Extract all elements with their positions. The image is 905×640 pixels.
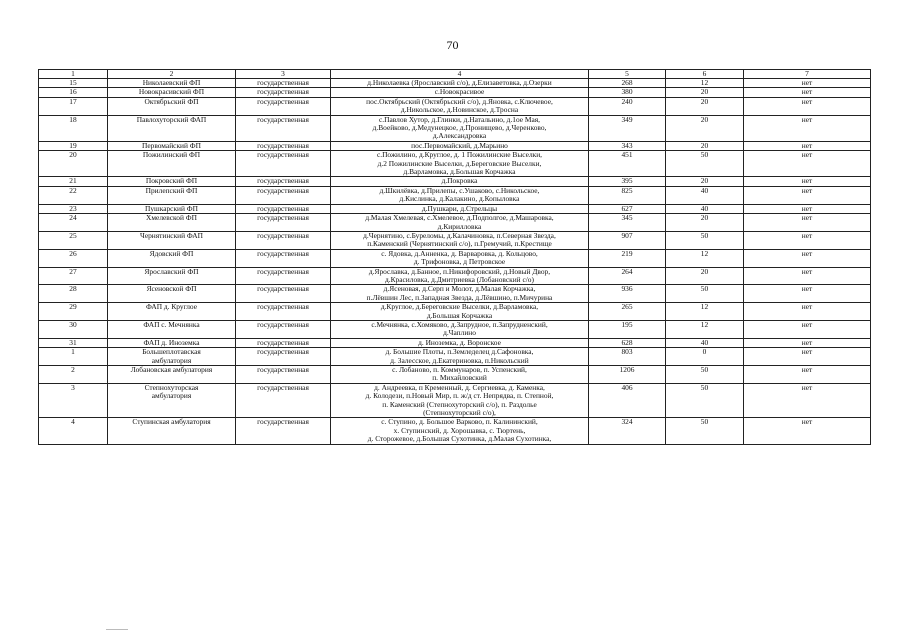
extra-flag: нет xyxy=(744,115,871,141)
distance-value: 20 xyxy=(666,214,744,232)
table-row xyxy=(39,204,871,213)
served-settlements xyxy=(331,338,589,347)
ownership-type: государственная xyxy=(236,348,331,366)
facility-name: ФАП д. Круглое xyxy=(108,303,236,321)
served-settlements xyxy=(331,231,589,249)
extra-flag: нет xyxy=(744,177,871,186)
ownership-type: государственная xyxy=(236,204,331,213)
row-number: 2 xyxy=(39,366,108,384)
settlements-line: с.Павлов Хутор, д.Глинки, д.Натальино, д.1ое Мая, xyxy=(379,115,540,124)
settlements-line: с. Лобаново, п. Коммунаров, п. Успенский, xyxy=(392,365,527,374)
row-number: 25 xyxy=(39,231,108,249)
ownership-type: государственная xyxy=(236,267,331,285)
extra-flag: нет xyxy=(744,320,871,338)
extra-flag: нет xyxy=(744,249,871,267)
population-value: 907 xyxy=(589,231,666,249)
extra-flag: нет xyxy=(744,231,871,249)
facility-name: Хмелевской ФП xyxy=(108,214,236,232)
settlements-line: д.Ясеновая, д.Серп и Молот, д.Малая Корчажка, xyxy=(383,284,536,294)
distance-value: 50 xyxy=(666,383,744,418)
settlements-line: п. Каменский (Степнохуторский с/о), п. Раздолье xyxy=(382,399,537,409)
served-settlements xyxy=(331,177,589,186)
settlements-line: пос.Первомайский, д.Марьино xyxy=(411,141,508,150)
settlements-line: д.Кирилловка xyxy=(437,221,482,231)
row-number: 31 xyxy=(39,338,108,347)
distance-value: 20 xyxy=(666,115,744,141)
distance-value: 50 xyxy=(666,366,744,384)
distance-value: 0 xyxy=(666,348,744,366)
settlements-line: д.Никольское, д.Новинское, д.Тросна xyxy=(400,105,519,115)
ownership-type: государственная xyxy=(236,303,331,321)
ownership-type: государственная xyxy=(236,285,331,303)
row-number: 15 xyxy=(39,79,108,88)
table-row xyxy=(39,186,871,204)
settlements-line: д.Большая Корчажка xyxy=(426,310,493,320)
row-number: 27 xyxy=(39,267,108,285)
row-number: 21 xyxy=(39,177,108,186)
column-number: 1 xyxy=(39,70,108,79)
extra-flag: нет xyxy=(744,267,871,285)
settlements-line: д. Большие Плоты, п.Земледелец д.Сафоновка, xyxy=(385,347,534,357)
population-value: 380 xyxy=(589,88,666,97)
table-row xyxy=(39,338,871,347)
facility-name: ФАП с. Мечнянка xyxy=(108,320,236,338)
distance-value: 12 xyxy=(666,320,744,338)
settlements-line: д.Чаплино xyxy=(443,328,476,338)
settlements-line: д. Сторожевое, д.Большая Сухотинка, д.Малая Сухотинка, xyxy=(367,434,552,444)
served-settlements xyxy=(331,267,589,285)
facility-name: Ступинская амбулатория xyxy=(108,418,236,444)
settlements-line: д.Красиловка, д.Дмитриевка (Лобановский с/о) xyxy=(385,274,534,284)
settlements-line: с.Пожилино, д.Круглое, д. 1 Пожилинские Выселки, xyxy=(376,150,543,160)
settlements-line: д. Иноземка, д. Воронское xyxy=(418,338,501,347)
served-settlements xyxy=(331,418,589,444)
settlements-line: с.Мечнянка, с.Хомяково, д.Запрудное, п.Запрудненский, xyxy=(371,320,548,329)
settlements-line: д.Пушкари, д.Стрельцы xyxy=(421,204,498,213)
extra-flag: нет xyxy=(744,141,871,150)
settlements-line: с. Ступино, д. Большое Варково, п. Калининский, xyxy=(381,417,538,427)
extra-flag: нет xyxy=(744,285,871,303)
column-number: 2 xyxy=(108,70,236,79)
served-settlements xyxy=(331,151,589,177)
facility-name: Октябрьский ФП xyxy=(108,97,236,115)
ownership-type: государственная xyxy=(236,79,331,88)
distance-value: 50 xyxy=(666,151,744,177)
population-value: 1206 xyxy=(589,366,666,384)
row-number: 17 xyxy=(39,97,108,115)
settlements-line: п. Михайловский xyxy=(432,373,487,383)
population-value: 825 xyxy=(589,186,666,204)
facility-name: Первомайский ФП xyxy=(108,141,236,150)
ownership-type: государственная xyxy=(236,177,331,186)
distance-value: 40 xyxy=(666,186,744,204)
ownership-type: государственная xyxy=(236,97,331,115)
row-number: 18 xyxy=(39,115,108,141)
settlements-line: пос.Октябрьский (Октябрьский с/о), д.Яновка, с.Ключевое, xyxy=(366,97,553,106)
extra-flag: нет xyxy=(744,88,871,97)
settlements-line: (Степнохуторский с/о), xyxy=(423,408,496,418)
column-number-row xyxy=(39,70,871,79)
population-value: 345 xyxy=(589,214,666,232)
settlements-line: п.Лёвшин Лес, п.Западная Звезда, д.Лёвшино, п.Мичурина xyxy=(366,292,553,302)
extra-flag: нет xyxy=(744,97,871,115)
population-value: 451 xyxy=(589,151,666,177)
page-number: 70 xyxy=(446,38,459,52)
facility-name: Пушкарский ФП xyxy=(108,204,236,213)
distance-value: 50 xyxy=(666,418,744,444)
ownership-type: государственная xyxy=(236,214,331,232)
settlements-line: д.Шкилёвка, д.Прилепы, с.Ушаково, с.Никольское, xyxy=(379,186,540,195)
served-settlements xyxy=(331,348,589,366)
row-number: 30 xyxy=(39,320,108,338)
settlements-line: д.Круглое, д.Береговские Выселки, д.Варламовка, xyxy=(380,302,539,312)
settlements-line: х. Ступинский, д. Хорошавка, с. Тюртень, xyxy=(393,425,526,435)
extra-flag: нет xyxy=(744,186,871,204)
table-row xyxy=(39,214,871,232)
facility-name: Ядовский ФП xyxy=(108,249,236,267)
row-number: 19 xyxy=(39,141,108,150)
table-row xyxy=(39,418,871,444)
ownership-type: государственная xyxy=(236,115,331,141)
table-row xyxy=(39,141,871,150)
row-number: 26 xyxy=(39,249,108,267)
facility-name: Ярославский ФП xyxy=(108,267,236,285)
ownership-type: государственная xyxy=(236,88,331,97)
settlements-line: д.Чернятино, с.Буреломы, д.Калачиновка, п.Северная Звезда, xyxy=(363,231,556,240)
extra-flag: нет xyxy=(744,204,871,213)
distance-value: 12 xyxy=(666,303,744,321)
row-number: 23 xyxy=(39,204,108,213)
settlements-line: д.Кислинка, д.Калакино, д.Копыловка xyxy=(399,194,520,204)
table-row xyxy=(39,231,871,249)
ownership-type: государственная xyxy=(236,383,331,418)
settlements-line: д.Воейково, д.Медунецкое, д.Пронищево, д.Черенково, xyxy=(372,123,547,133)
ownership-type: государственная xyxy=(236,141,331,150)
population-value: 406 xyxy=(589,383,666,418)
distance-value: 50 xyxy=(666,285,744,303)
ownership-type: государственная xyxy=(236,418,331,444)
served-settlements xyxy=(331,115,589,141)
facilities-table xyxy=(38,69,871,445)
facility-name: Новокрасивский ФП xyxy=(108,88,236,97)
table-row xyxy=(39,151,871,177)
settlements-line: с. Ядовка, д.Анненка, д. Варваровка, д. Кольцово, xyxy=(381,249,538,258)
facility-name: Павлохуторский ФАП xyxy=(108,115,236,141)
served-settlements xyxy=(331,186,589,204)
distance-value: 20 xyxy=(666,141,744,150)
table-row xyxy=(39,88,871,97)
population-value: 395 xyxy=(589,177,666,186)
table-row xyxy=(39,79,871,88)
row-number: 16 xyxy=(39,88,108,97)
table-row xyxy=(39,320,871,338)
row-number: 29 xyxy=(39,303,108,321)
extra-flag: нет xyxy=(744,366,871,384)
facility-name: Чернятинский ФАП xyxy=(108,231,236,249)
facility-name-line: Большеплотавская xyxy=(142,347,201,357)
population-value: 240 xyxy=(589,97,666,115)
extra-flag: нет xyxy=(744,303,871,321)
served-settlements xyxy=(331,204,589,213)
scan-artifact xyxy=(106,629,128,630)
row-number: 24 xyxy=(39,214,108,232)
facility-name: ФАП д. Иноземка xyxy=(108,338,236,347)
population-value: 268 xyxy=(589,79,666,88)
served-settlements xyxy=(331,141,589,150)
extra-flag: нет xyxy=(744,418,871,444)
column-number: 6 xyxy=(666,70,744,79)
row-number: 4 xyxy=(39,418,108,444)
population-value: 324 xyxy=(589,418,666,444)
ownership-type: государственная xyxy=(236,320,331,338)
distance-value: 20 xyxy=(666,88,744,97)
column-number: 4 xyxy=(331,70,589,79)
extra-flag: нет xyxy=(744,348,871,366)
settlements-line: д.Николаевка (Ярославский с/о), д.Елизаветовка, д.Озерки xyxy=(367,78,552,87)
settlements-line: д.Покровка xyxy=(441,176,478,186)
row-number: 3 xyxy=(39,383,108,418)
ownership-type: государственная xyxy=(236,231,331,249)
served-settlements xyxy=(331,383,589,418)
facility-name xyxy=(108,348,236,366)
settlements-line: д. Андреевка, п Кременный, д. Сергиевка, д. Каменка, xyxy=(374,383,545,392)
distance-value: 40 xyxy=(666,204,744,213)
table-row xyxy=(39,348,871,366)
population-value: 628 xyxy=(589,338,666,347)
settlements-line: д.Малая Хмелевая, с.Хмелевое, д.Подполгое, д.Машаровка, xyxy=(365,213,554,223)
table-row xyxy=(39,177,871,186)
served-settlements xyxy=(331,303,589,321)
distance-value: 20 xyxy=(666,177,744,186)
settlements-line: д.Ярославка, д.Банное, п.Никифоровский, д.Новый Двор, xyxy=(368,267,551,276)
extra-flag: нет xyxy=(744,151,871,177)
table-row xyxy=(39,249,871,267)
served-settlements xyxy=(331,320,589,338)
settlements-line: д.2 Пожилинские Выселки, д.Береговские Выселки, xyxy=(377,158,542,168)
population-value: 343 xyxy=(589,141,666,150)
row-number: 1 xyxy=(39,348,108,366)
extra-flag: нет xyxy=(744,338,871,347)
served-settlements xyxy=(331,249,589,267)
ownership-type: государственная xyxy=(236,249,331,267)
row-number: 20 xyxy=(39,151,108,177)
settlements-line: д.Варламовка, д.Большая Корчажка xyxy=(403,167,516,177)
table-row xyxy=(39,267,871,285)
column-number: 7 xyxy=(744,70,871,79)
served-settlements xyxy=(331,79,589,88)
facility-name: Николаевский ФП xyxy=(108,79,236,88)
facility-name: Лобановская амбулатория xyxy=(108,366,236,384)
settlements-line: д.Александровка xyxy=(432,131,487,141)
population-value: 936 xyxy=(589,285,666,303)
ownership-type: государственная xyxy=(236,366,331,384)
row-number: 28 xyxy=(39,285,108,303)
distance-value: 20 xyxy=(666,97,744,115)
distance-value: 50 xyxy=(666,231,744,249)
served-settlements xyxy=(331,88,589,97)
facility-name xyxy=(108,383,236,418)
facility-name: Ясеновской ФП xyxy=(108,285,236,303)
facility-name: Пожилинский ФП xyxy=(108,151,236,177)
facility-name: Покровский ФП xyxy=(108,177,236,186)
extra-flag: нет xyxy=(744,214,871,232)
facility-name-line: Степнохуторская xyxy=(144,383,199,392)
population-value: 627 xyxy=(589,204,666,213)
settlements-line: п.Каменский (Чернятинский с/о), п.Гремучий, п.Крестище xyxy=(367,239,552,249)
row-number: 22 xyxy=(39,186,108,204)
population-value: 265 xyxy=(589,303,666,321)
distance-value: 20 xyxy=(666,267,744,285)
served-settlements xyxy=(331,214,589,232)
facility-name-line: амбулатория xyxy=(151,355,192,365)
facility-name-line: амбулатория xyxy=(151,391,192,401)
table-row xyxy=(39,383,871,418)
population-value: 349 xyxy=(589,115,666,141)
population-value: 803 xyxy=(589,348,666,366)
table-row xyxy=(39,285,871,303)
served-settlements xyxy=(331,97,589,115)
ownership-type: государственная xyxy=(236,151,331,177)
population-value: 264 xyxy=(589,267,666,285)
ownership-type: государственная xyxy=(236,338,331,347)
population-value: 219 xyxy=(589,249,666,267)
column-number: 5 xyxy=(589,70,666,79)
table-row xyxy=(39,303,871,321)
extra-flag: нет xyxy=(744,383,871,418)
extra-flag: нет xyxy=(744,79,871,88)
distance-value: 12 xyxy=(666,79,744,88)
table-row xyxy=(39,97,871,115)
served-settlements xyxy=(331,285,589,303)
table-row xyxy=(39,115,871,141)
distance-value: 12 xyxy=(666,249,744,267)
distance-value: 40 xyxy=(666,338,744,347)
settlements-line: д. Залесское, д.Екатериновка, п.Никольский xyxy=(390,355,529,365)
served-settlements xyxy=(331,366,589,384)
settlements-line: с.Новокрасивое xyxy=(434,87,485,97)
ownership-type: государственная xyxy=(236,186,331,204)
settlements-line: д. Колодези, п.Новый Мир, п. ж/д ст. Непрядва, п. Степной, xyxy=(365,391,554,401)
population-value: 195 xyxy=(589,320,666,338)
facility-name: Прилепский ФП xyxy=(108,186,236,204)
table-row xyxy=(39,366,871,384)
settlements-line: д. Трифоновка, д Петровское xyxy=(413,257,506,267)
column-number: 3 xyxy=(236,70,331,79)
